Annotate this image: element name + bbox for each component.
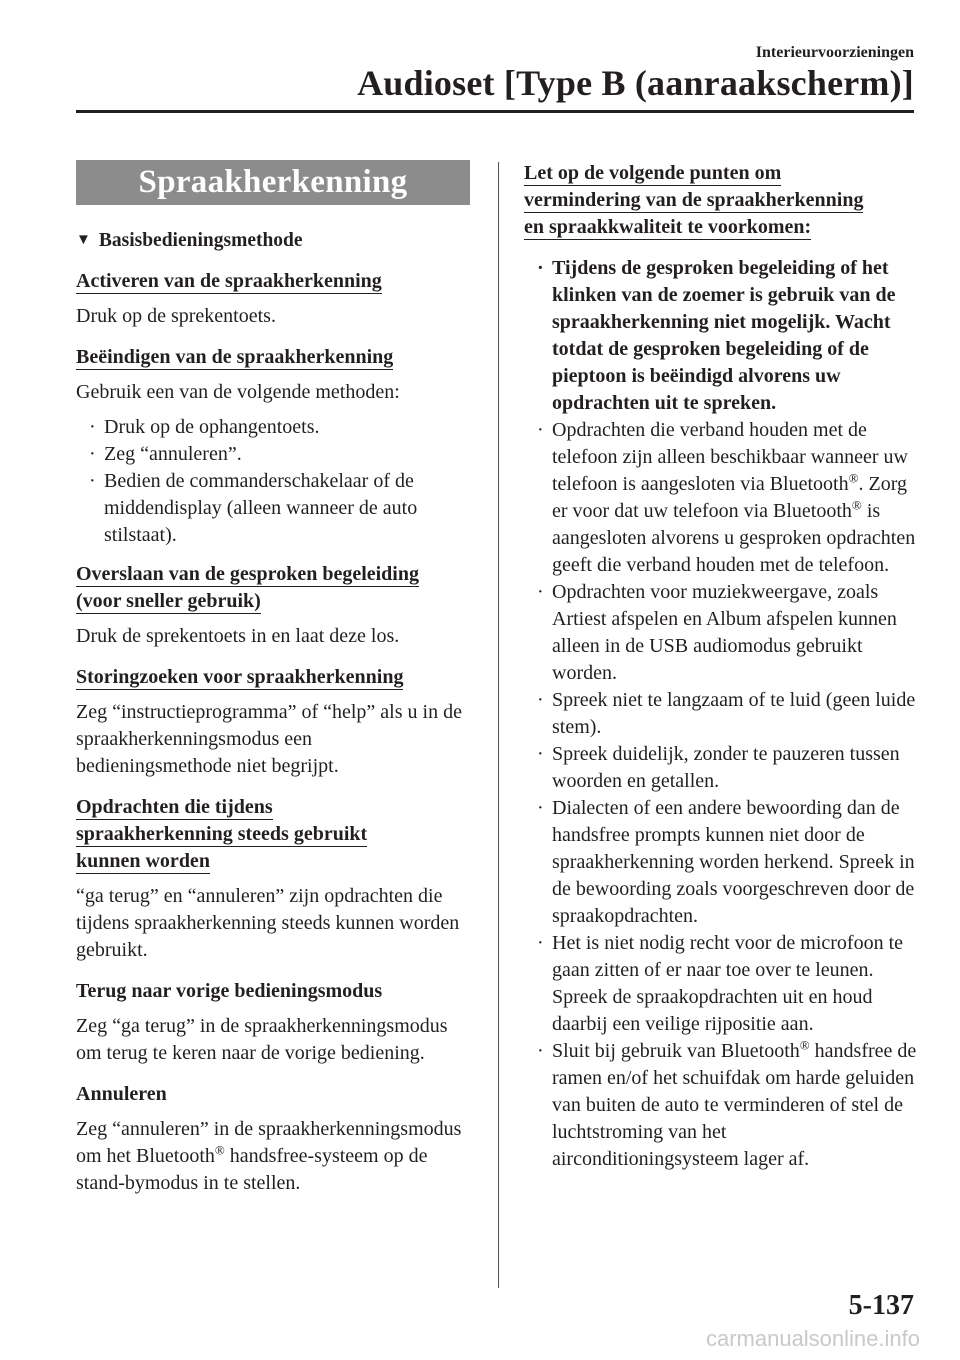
heading-end: Beëindigen van de spraakherkenning — [76, 346, 394, 368]
text-cancel: Zeg “annuleren” in de spraakherkenningsmodus om het Bluetooth® handsfree-systeem op de stand-bymodus in te stellen. — [76, 1118, 462, 1194]
list-item: · Bedien de commanderschakelaar of de middendisplay (alleen wanneer de auto stilstaat). — [89, 470, 418, 546]
subheading — [76, 227, 470, 254]
heading-trouble: Storingzoeken voor spraakherkenning — [76, 666, 404, 688]
list-item: · Tijdens de gesproken begeleiding of het klinken van de zoemer is gebruik van de spraakherkenning niet mogelijk. Wacht totdat de gesproken begeleiding of de pieptoon is beëindigd alvorens uw opdrachten uit te spreken. — [537, 257, 896, 414]
heading-cancel: Annuleren — [76, 1083, 167, 1105]
list-item: · Het is niet nodig recht voor de microfoon te gaan zitten of er naar toe over te leunen. Spreek de spraakopdrachten uit en houd daarbij een veilige rijpositie aan. — [537, 932, 904, 1035]
heading-note: Let op de volgende punten om vermindering van de spraakherkenning en spraakkwaliteit te voorkomen: — [524, 162, 864, 238]
section-banner: Spraakherkenning — [76, 160, 470, 205]
heading-skip: Overslaan van de gesproken begeleiding (voor sneller gebruik) — [76, 563, 419, 612]
notes-list — [524, 255, 918, 1173]
list-item: · Dialecten of een andere bewoording dan de handsfree prompts kunnen niet door de spraakherkenning worden herkend. Spreek in de bewoording zoals voorgeschreven door de spraakopdrachten. — [537, 797, 915, 927]
page-title: Audioset [Type B (aanraakscherm)] — [357, 63, 914, 103]
left-column — [76, 160, 470, 1211]
watermark: carmanualsonline.info — [705, 1326, 920, 1351]
list-item: · Druk op de ophangentoets. — [89, 416, 320, 438]
text-back: Zeg “ga terug” in de spraakherkenningsmodus om terug te keren naar de vorige bediening. — [76, 1015, 448, 1064]
triangle-icon: ▼ — [76, 232, 91, 248]
text-skip: Druk de sprekentoets in en laat deze los. — [76, 625, 400, 647]
heading-activate: Activeren van de spraakherkenning — [76, 270, 382, 292]
list-item: · Zeg “annuleren”. — [89, 443, 242, 465]
list-item: · Opdrachten die verband houden met de telefoon zijn alleen beschikbaar wanneer uw telefoon is aangesloten via Bluetooth®. Zorg er voor dat uw telefoon via Bluetooth® is aangesloten alvorens u gesproken opdrachten geeft die verband houden met de telefoon. — [537, 419, 916, 576]
header-rule — [76, 110, 914, 113]
list-item: · Spreek niet te langzaam of te luid (geen luide stem). — [537, 689, 916, 738]
column-divider — [498, 162, 499, 1288]
page-number: 5-137 — [848, 1290, 914, 1321]
subheading-label: Basisbedieningsmethode — [98, 230, 303, 251]
list-item: · Spreek duidelijk, zonder te pauzeren tussen woorden en getallen. — [537, 743, 900, 792]
list-item: · Opdrachten voor muziekweergave, zoals Artiest afspelen en Album afspelen kunnen alleen in de USB audiomodus gebruikt worden. — [537, 581, 897, 684]
text-end: Gebruik een van de volgende methoden: — [76, 381, 400, 403]
right-column — [524, 160, 918, 1185]
heading-back: Terug naar vorige bedieningsmodus — [76, 980, 383, 1002]
text-activate: Druk op de sprekentoets. — [76, 305, 276, 327]
section-label: Interieurvoorzieningen — [755, 44, 914, 61]
text-always: “ga terug” en “annuleren” zijn opdrachten die tijdens spraakherkenning steeds kunnen worden gebruikt. — [76, 885, 460, 961]
text-trouble: Zeg “instructieprogramma” of “help” als u in de spraakherkenningsmodus een bedieningsmethode niet begrijpt. — [76, 701, 462, 777]
heading-always: Opdrachten die tijdens spraakherkenning steeds gebruikt kunnen worden — [76, 796, 368, 872]
list-item: · Sluit bij gebruik van Bluetooth® handsfree de ramen en/of het schuifdak om harde geluiden van buiten de auto te verminderen of stel de luchtstroming van het airconditioningsysteem lager af. — [537, 1037, 917, 1170]
end-methods-list — [76, 414, 470, 549]
